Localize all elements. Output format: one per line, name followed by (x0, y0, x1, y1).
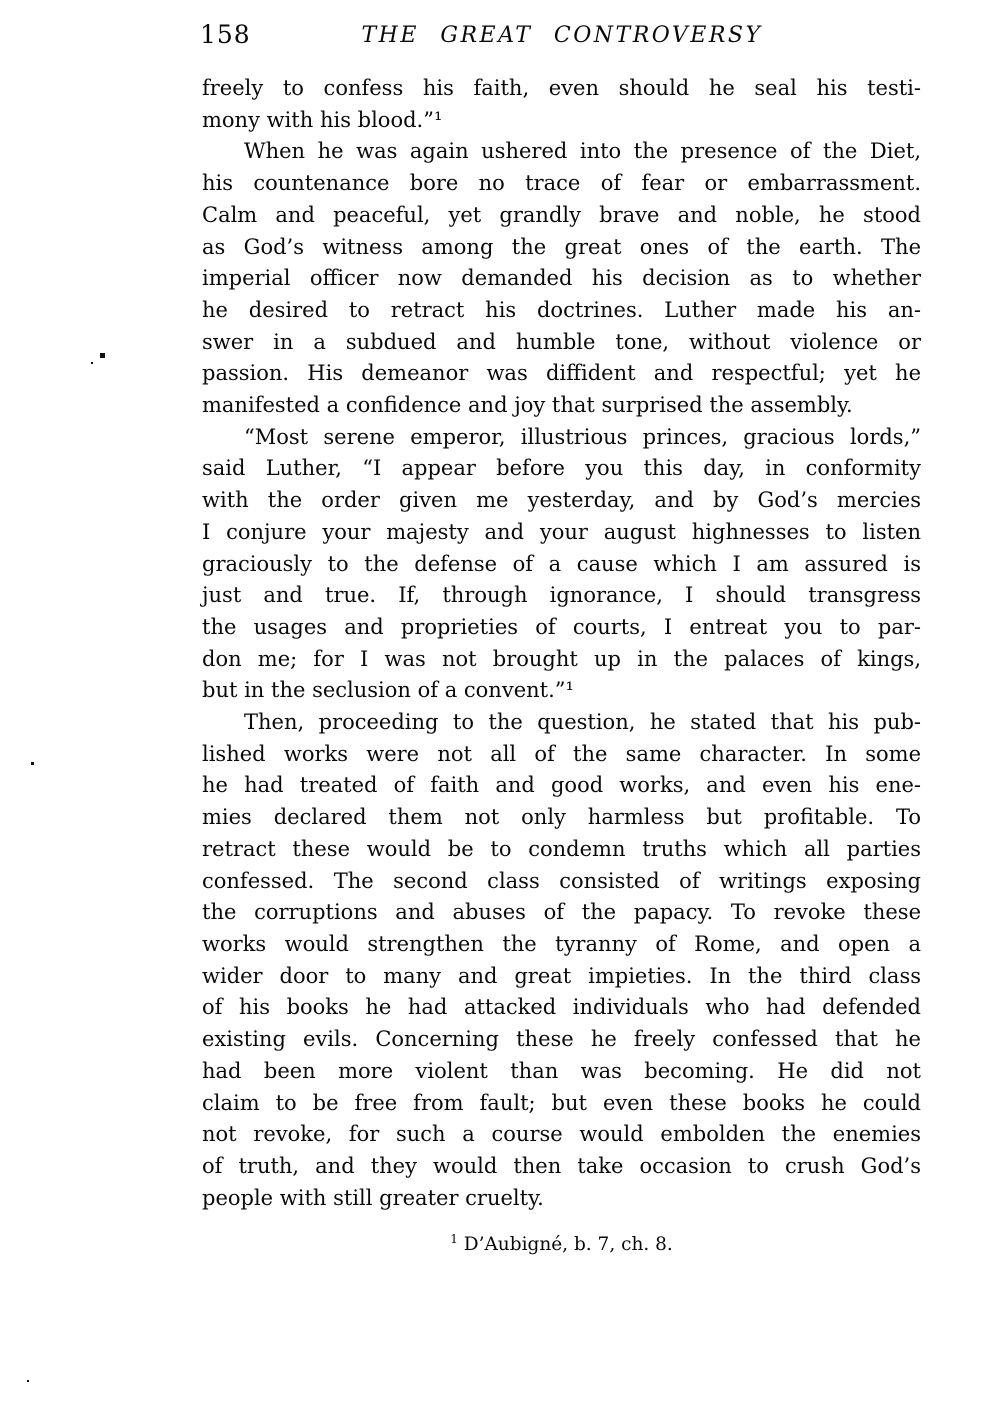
text-line: graciously to the defense of a cause which I am assured is (202, 551, 921, 576)
text-line: confessed. The second class consisted of writings exposing (202, 868, 921, 893)
scan-artifact-dot (91, 362, 93, 364)
footnote-marker: 1 (450, 1232, 458, 1246)
text-line: mony with his blood.”¹ (202, 107, 443, 132)
text-line: Calm and peaceful, yet grandly brave and noble, he stood (202, 202, 921, 227)
text-line: swer in a subdued and humble tone, without violence or (202, 329, 921, 354)
text-line: freely to confess his faith, even should he seal his testi- (202, 76, 921, 100)
scan-artifact-dot (27, 1380, 29, 1382)
text-line: “Most serene emperor, illustrious princes, gracious lords,” (244, 424, 921, 449)
footnote-text: D’Aubigné, b. 7, ch. 8. (463, 1234, 673, 1256)
text-line: people with still greater cruelty. (202, 1185, 544, 1210)
text-line: lished works were not all of the same character. In some (202, 741, 921, 766)
text-line: works would strengthen the tyranny of Rome, and open a (202, 931, 921, 956)
text-line: of truth, and they would then take occasion to crush God’s (202, 1153, 921, 1178)
text-line: When he was again ushered into the presence of the Diet, (244, 139, 921, 164)
text-line: just and true. If, through ignorance, I should transgress (202, 583, 921, 608)
text-line: said Luther, “I appear before you this day, in conformity (202, 456, 921, 481)
scan-artifact-dot (100, 353, 105, 358)
running-head: THE GREAT CONTROVERSY (361, 23, 763, 48)
text-line: the corruptions and abuses of the papacy. To revoke these (202, 900, 921, 925)
footnote (202, 1232, 921, 1255)
text-line: but in the seclusion of a convent.”¹ (202, 678, 574, 703)
text-line: existing evils. Concerning these he freely confessed that he (202, 1027, 921, 1052)
page-number: 158 (200, 20, 251, 49)
text-line: of his books he had attacked individuals who had defended (202, 995, 921, 1020)
text-line: I conjure your majesty and your august highnesses to listen (202, 519, 921, 544)
text-block (202, 73, 921, 1214)
text-line: don me; for I was not brought up in the palaces of kings, (202, 646, 921, 671)
text-line: he had treated of faith and good works, and even his ene- (202, 773, 921, 798)
text-line: he desired to retract his doctrines. Luther made his an- (202, 297, 921, 322)
text-line: had been more violent than was becoming. He did not (202, 1058, 921, 1083)
text-line: not revoke, for such a course would embolden the enemies (202, 1122, 921, 1147)
text-line: his countenance bore no trace of fear or embarrassment. (202, 171, 921, 196)
text-line: mies declared them not only harmless but profitable. To (202, 805, 921, 830)
text-line: retract these would be to condemn truths which all parties (202, 836, 921, 861)
text-line: wider door to many and great impieties. In the third class (202, 963, 921, 988)
scan-artifact-dot (31, 762, 34, 765)
text-line: with the order given me yesterday, and by God’s mercies (202, 488, 921, 513)
text-line: Then, proceeding to the question, he stated that his pub- (244, 710, 921, 735)
text-line: passion. His demeanor was diffident and respectful; yet he (202, 361, 921, 386)
text-line: imperial officer now demanded his decision as to whether (202, 266, 921, 291)
text-line: claim to be free from fault; but even these books he could (202, 1090, 921, 1115)
text-line: the usages and proprieties of courts, I entreat you to par- (202, 614, 921, 639)
text-line: as God’s witness among the great ones of the earth. The (202, 234, 921, 259)
text-line: manifested a confidence and joy that surprised the assembly. (202, 393, 853, 418)
